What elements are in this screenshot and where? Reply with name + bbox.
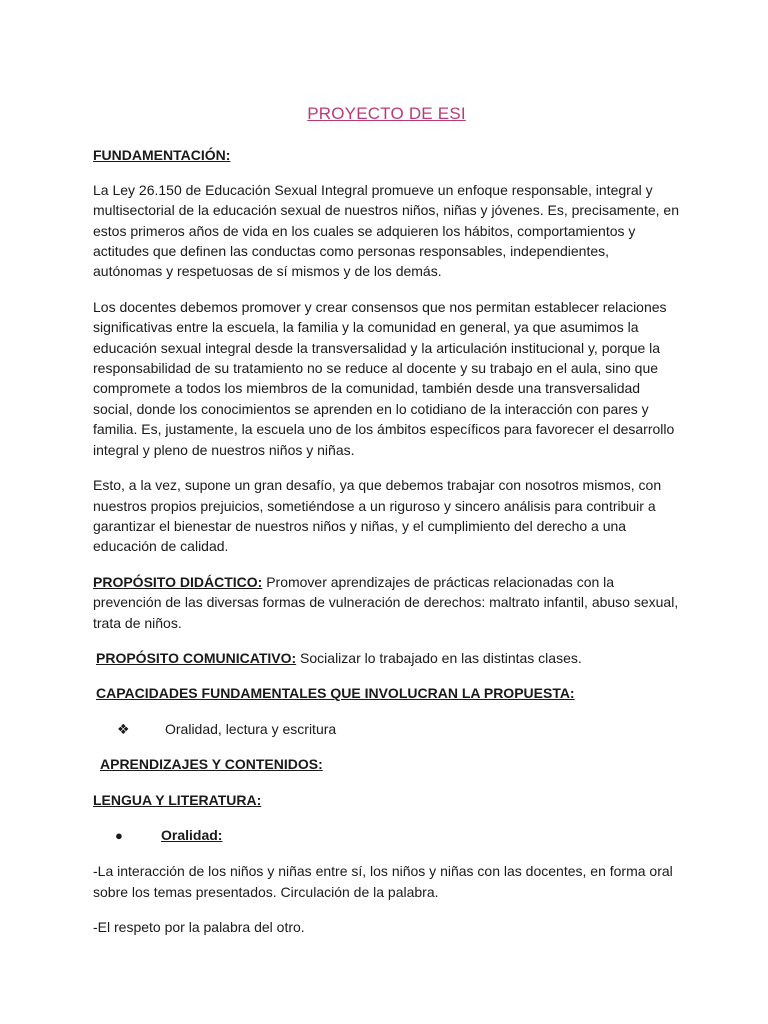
document-title: PROYECTO DE ESI [307,104,466,123]
fundamentacion-paragraph-2: Los docentes debemos promover y crear consensos que nos permitan establecer relaciones significativas entre la escuela, la familia y la comunidad en general, ya que asumimos la educación sexual integral desde la transversalidad y la articulación institucional y, porque la responsabilidad de su tratamiento no se reduce al docente y su trabajo en el aula, sino que compromete a todos los miembros de la comunidad, también desde una transversalidad social, donde los conocimientos se aprenden en lo cotidiano de la interacción con pares y familia. Es, justamente, la escuela uno de los ámbitos específicos para favorecer el desarrollo integral y pleno de nuestros niños y niñas. [93,298,675,458]
dot-bullet-icon: ● [115,827,123,843]
fundamentacion-paragraph-1: La Ley 26.150 de Educación Sexual Integral promueve un enfoque responsable, integral y multisectorial de la educación sexual de nuestros niños, niñas y jóvenes. Es, precisamente, en estos primeros años de vida en los cuales se adquieren los hábitos, comportamientos y actitudes que definen las conductas como personas responsables, independientes, autónomas y respetuosas de sí mismos y de los demás. [93,181,679,280]
proposito-didactico [93,572,680,633]
oralidad-item-1: -La interacción de los niños y niñas entre sí, los niños y niñas con las docentes, en forma oral sobre los temas presentados. Circulación de la palabra. [93,863,673,900]
list-item [93,719,680,739]
aprendizajes-section [93,754,680,774]
proposito-comunicativo-text: Socializar lo trabajado en las distintas clases. [296,649,582,666]
capacidades-item-1: Oralidad, lectura y escritura [165,720,337,737]
fundamentacion-heading: FUNDAMENTACIÓN: [93,147,231,164]
capacidades-heading: CAPACIDADES FUNDAMENTALES QUE INVOLUCRAN LA PROPUESTA: [96,685,575,702]
capacidades-section [93,683,680,703]
diamond-bullet-icon: ❖ [117,720,130,737]
proposito-comunicativo-label: PROPÓSITO COMUNICATIVO: [96,649,297,666]
proposito-didactico-label: PROPÓSITO DIDÁCTICO: [93,573,263,590]
proposito-didactico-text: Promover aprendizajes de prácticas relacionadas con la prevención de las diversas formas de vulneración de derechos: maltrato infantil, abuso sexual, trata de niños. [93,573,679,631]
list-item [93,825,680,846]
lengua-heading: LENGUA Y LITERATURA: [93,791,262,808]
aprendizajes-heading: APRENDIZAJES Y CONTENIDOS: [100,756,323,773]
oralidad-subheading: Oralidad: [161,826,223,843]
oralidad-item-2: -El respeto por la palabra del otro. [93,919,305,936]
fundamentacion-paragraph-3: Esto, a la vez, supone un gran desafío, ya que debemos trabajar con nosotros mismos, con nuestros propios prejuicios, sometiéndose a un riguroso y sincero análisis para contribuir a garantizar el bienestar de nuestros niños y niñas, y el cumplimiento del derecho a una educación de calidad. [93,477,662,555]
lengua-section [93,790,680,810]
proposito-comunicativo [93,648,680,668]
